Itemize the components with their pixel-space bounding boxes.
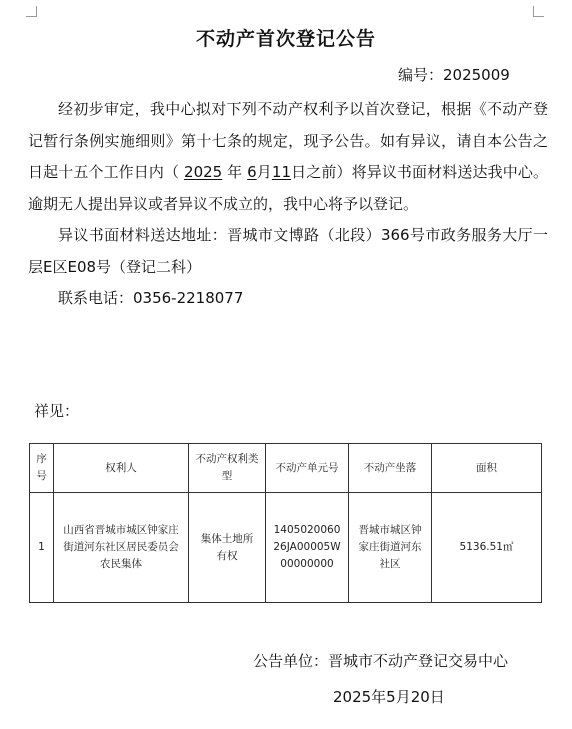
header-location: 不动产坐落 [349, 444, 432, 493]
cell-serial: 1 [30, 493, 54, 603]
cell-right-type: 集体土地所有权 [189, 493, 266, 603]
deadline-month: 6 [247, 163, 257, 181]
objection-address: 异议书面材料送达地址：晋城市文博路（北段）366号市政务服务大厅一层E区E08号（登记二科） [28, 226, 548, 276]
registration-table [29, 443, 542, 603]
table-header-row [30, 444, 542, 493]
cell-area: 5136.51㎡ [432, 493, 542, 603]
page-corner-mark-left [26, 6, 37, 17]
announcement-date: 2025年5月20日 [333, 688, 445, 706]
header-right-type: 不动产权利类型 [189, 444, 266, 493]
announcement-body [28, 94, 548, 315]
contact-phone: 联系电话：0356-2218077 [58, 289, 244, 307]
page-title: 不动产首次登记公告 [195, 28, 376, 50]
header-unit-number: 不动产单元号 [266, 444, 349, 493]
header-serial: 序号 [30, 444, 54, 493]
announcing-unit: 公告单位：晋城市不动产登记交易中心 [253, 652, 509, 670]
paragraph-text-part1: 经初步审定，我中心拟对下列不动产权利予以首次登记，根据《不动产登记暂行条例实施细则》第十七条的规定，现予公告。如有异议，请自本公告之日起十五个工作日内（ [28, 100, 548, 181]
table-row [30, 493, 542, 603]
announcement-paragraph [28, 94, 548, 220]
deadline-year: 2025 [184, 163, 223, 181]
detail-label: 祥见： [34, 402, 80, 420]
deadline-day: 11 [271, 163, 292, 181]
deadline-year-unit: 年 [227, 163, 243, 181]
cell-location: 晋城市城区钟家庄街道河东社区 [349, 493, 432, 603]
header-area: 面积 [432, 444, 542, 493]
paragraph-text-part2: 日之前）将异议书面材料送达我中心。逾期无人提出异议或者异议不成立的，我中心将予以登记。 [28, 163, 548, 213]
cell-unit-number: 140502006026JA00005W00000000 [266, 493, 349, 603]
cell-holder: 山西省晋城市城区钟家庄街道河东社区居民委员会农民集体 [54, 493, 189, 603]
document-number: 编号：2025009 [398, 66, 510, 84]
header-holder: 权利人 [54, 444, 189, 493]
deadline-month-unit: 月 [256, 163, 272, 181]
page-corner-mark-right [533, 6, 544, 17]
